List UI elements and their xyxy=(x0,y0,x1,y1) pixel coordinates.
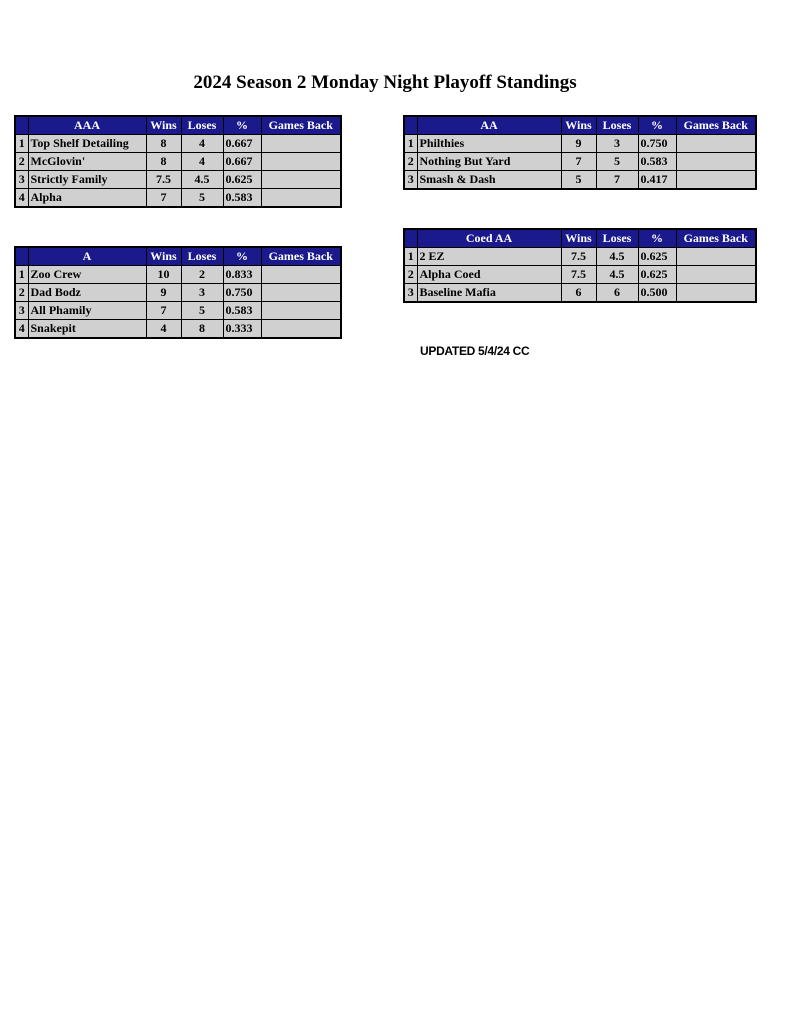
rank: 3 xyxy=(404,284,417,303)
games-back xyxy=(676,284,756,303)
rank: 2 xyxy=(404,266,417,284)
loses: 5 xyxy=(596,153,638,171)
pct: 0.667 xyxy=(223,153,261,171)
wins: 7 xyxy=(146,302,181,320)
loses: 3 xyxy=(596,135,638,153)
header-pct: % xyxy=(223,247,261,266)
team-name: Alpha xyxy=(28,189,146,208)
rank: 2 xyxy=(15,153,28,171)
rank: 1 xyxy=(15,135,28,153)
header-corner xyxy=(15,116,28,135)
team-name: All Phamily xyxy=(28,302,146,320)
header-games-back: Games Back xyxy=(261,116,341,135)
loses: 4 xyxy=(181,135,223,153)
team-name: Snakepit xyxy=(28,320,146,339)
wins: 6 xyxy=(561,284,596,303)
table-header-row xyxy=(15,116,341,135)
page-title: 2024 Season 2 Monday Night Playoff Standings xyxy=(193,72,577,93)
pct: 0.583 xyxy=(223,189,261,208)
loses: 4.5 xyxy=(181,171,223,189)
table-row xyxy=(15,153,341,171)
rank: 3 xyxy=(15,171,28,189)
games-back xyxy=(261,284,341,302)
wins: 5 xyxy=(561,171,596,190)
games-back xyxy=(261,302,341,320)
loses: 8 xyxy=(181,320,223,339)
table-row xyxy=(404,135,756,153)
table-row xyxy=(15,284,341,302)
division-name: A xyxy=(28,247,146,266)
team-name: Baseline Mafia xyxy=(417,284,561,303)
pct: 0.625 xyxy=(638,266,676,284)
rank: 2 xyxy=(404,153,417,171)
team-name: Top Shelf Detailing xyxy=(28,135,146,153)
pct: 0.583 xyxy=(223,302,261,320)
pct: 0.333 xyxy=(223,320,261,339)
games-back xyxy=(676,248,756,266)
rank: 1 xyxy=(404,248,417,266)
table-row xyxy=(15,320,341,339)
games-back xyxy=(261,189,341,208)
pct: 0.500 xyxy=(638,284,676,303)
wins: 7 xyxy=(561,153,596,171)
games-back xyxy=(261,135,341,153)
loses: 5 xyxy=(181,302,223,320)
team-name: Nothing But Yard xyxy=(417,153,561,171)
loses: 7 xyxy=(596,171,638,190)
games-back xyxy=(676,135,756,153)
header-games-back: Games Back xyxy=(676,229,756,248)
header-corner xyxy=(404,116,417,135)
table-row xyxy=(404,266,756,284)
rank: 2 xyxy=(15,284,28,302)
wins: 8 xyxy=(146,135,181,153)
standings-table-aaa xyxy=(14,115,342,208)
pct: 0.667 xyxy=(223,135,261,153)
pct: 0.750 xyxy=(638,135,676,153)
team-name: McGlovin' xyxy=(28,153,146,171)
table-row xyxy=(404,248,756,266)
wins: 9 xyxy=(561,135,596,153)
standings-table-coed-aa xyxy=(403,228,757,303)
header-wins: Wins xyxy=(146,116,181,135)
pct: 0.625 xyxy=(638,248,676,266)
wins: 8 xyxy=(146,153,181,171)
table-row xyxy=(15,266,341,284)
standings-table-a xyxy=(14,246,342,339)
table-row xyxy=(15,189,341,208)
header-loses: Loses xyxy=(596,229,638,248)
wins: 7.5 xyxy=(561,266,596,284)
pct: 0.833 xyxy=(223,266,261,284)
games-back xyxy=(261,320,341,339)
team-name: 2 EZ xyxy=(417,248,561,266)
games-back xyxy=(261,266,341,284)
header-pct: % xyxy=(638,229,676,248)
rank: 1 xyxy=(15,266,28,284)
wins: 7 xyxy=(146,189,181,208)
games-back xyxy=(676,171,756,190)
table-header-row xyxy=(404,229,756,248)
team-name: Philthies xyxy=(417,135,561,153)
table-row xyxy=(404,171,756,190)
team-name: Strictly Family xyxy=(28,171,146,189)
rank: 3 xyxy=(404,171,417,190)
rank: 1 xyxy=(404,135,417,153)
header-loses: Loses xyxy=(596,116,638,135)
header-games-back: Games Back xyxy=(676,116,756,135)
header-wins: Wins xyxy=(561,229,596,248)
rank: 4 xyxy=(15,189,28,208)
games-back xyxy=(261,153,341,171)
wins: 10 xyxy=(146,266,181,284)
table-row xyxy=(404,153,756,171)
header-pct: % xyxy=(638,116,676,135)
pct: 0.750 xyxy=(223,284,261,302)
games-back xyxy=(676,153,756,171)
header-loses: Loses xyxy=(181,116,223,135)
table-header-row xyxy=(15,247,341,266)
header-corner xyxy=(15,247,28,266)
wins: 4 xyxy=(146,320,181,339)
loses: 2 xyxy=(181,266,223,284)
games-back xyxy=(676,266,756,284)
table-row xyxy=(15,171,341,189)
table-row xyxy=(15,135,341,153)
loses: 4.5 xyxy=(596,266,638,284)
header-corner xyxy=(404,229,417,248)
wins: 7.5 xyxy=(146,171,181,189)
rank: 4 xyxy=(15,320,28,339)
loses: 4 xyxy=(181,153,223,171)
loses: 3 xyxy=(181,284,223,302)
header-wins: Wins xyxy=(561,116,596,135)
pct: 0.417 xyxy=(638,171,676,190)
header-wins: Wins xyxy=(146,247,181,266)
loses: 5 xyxy=(181,189,223,208)
wins: 9 xyxy=(146,284,181,302)
pct: 0.625 xyxy=(223,171,261,189)
header-games-back: Games Back xyxy=(261,247,341,266)
table-row xyxy=(404,284,756,303)
team-name: Alpha Coed xyxy=(417,266,561,284)
games-back xyxy=(261,171,341,189)
rank: 3 xyxy=(15,302,28,320)
team-name: Zoo Crew xyxy=(28,266,146,284)
standings-table-aa xyxy=(403,115,757,190)
header-pct: % xyxy=(223,116,261,135)
table-row xyxy=(15,302,341,320)
updated-note: UPDATED 5/4/24 CC xyxy=(420,344,530,358)
team-name: Smash & Dash xyxy=(417,171,561,190)
pct: 0.583 xyxy=(638,153,676,171)
table-header-row xyxy=(404,116,756,135)
team-name: Dad Bodz xyxy=(28,284,146,302)
loses: 4.5 xyxy=(596,248,638,266)
wins: 7.5 xyxy=(561,248,596,266)
division-name: AA xyxy=(417,116,561,135)
header-loses: Loses xyxy=(181,247,223,266)
division-name: Coed AA xyxy=(417,229,561,248)
loses: 6 xyxy=(596,284,638,303)
division-name: AAA xyxy=(28,116,146,135)
